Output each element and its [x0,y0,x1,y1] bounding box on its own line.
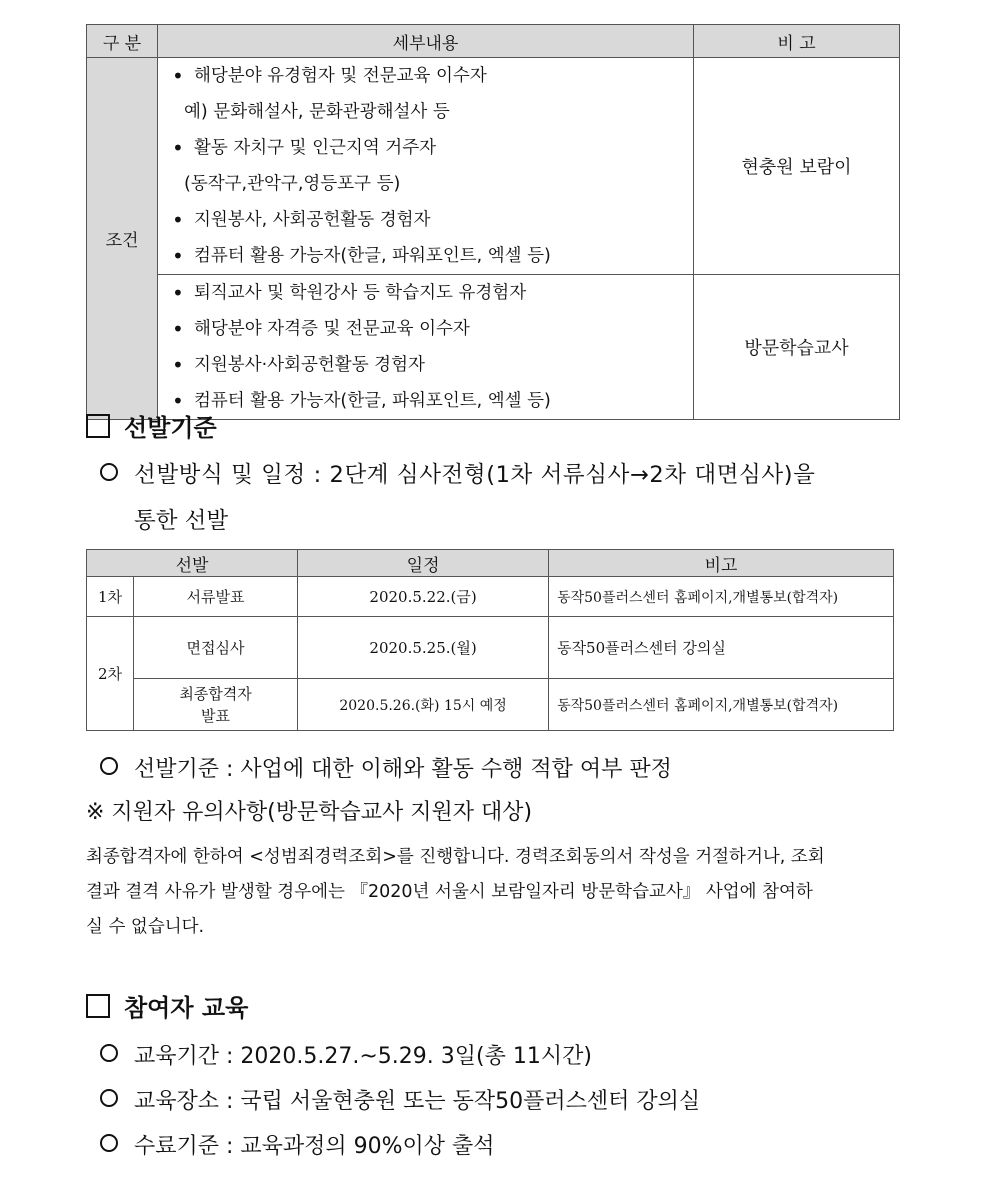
education-item: 교육기간 : 2020.5.27.~5.29. 3일(총 11시간) [100,1039,592,1070]
list-item: • 컴퓨터 활용 가능자(한글, 파워포인트, 엑셀 등) [168,383,693,419]
list-item: 예) 문화해설사, 문화관광해설사 등 [184,102,450,122]
list-item: • 지원봉사, 사회공헌활동 경험자 [168,202,693,238]
section-heading-education [86,988,248,1023]
step-cell: 면접심사 [134,617,298,679]
section-title: 참여자 교육 [124,994,249,1022]
list-item: • 지원봉사·사회공헌활동 경험자 [168,347,693,383]
step-cell: 최종합격자 발표 [134,679,298,731]
header-selection: 선발 [87,550,298,577]
checkbox-square-icon [86,414,110,438]
list-item: (동작구,관악구,영등포구 등) [184,174,401,194]
notice-line3: 실 수 없습니다. [86,917,205,937]
notice-line2: 결과 결격 사유가 발생할 경우에는 『2020년 서울시 보람일자리 방문학습교사』 사업에 참여하 [86,882,813,902]
header-category: 구 분 [87,25,158,58]
circle-bullet-icon [100,463,118,481]
notice-line1: 최종합격자에 한하여 <성범죄경력조회>를 진행합니다. 경력조회동의서 작성을 거절하거나, 조회 [86,847,825,867]
details-list-2 [158,275,693,419]
note-cell: 동작50플러스센터 홈페이지,개별통보(합격자) [549,679,894,731]
note-cell-2: 방문학습교사 [694,275,900,420]
circle-bullet-icon [100,1089,118,1107]
section-heading-selection [86,408,217,443]
list-item: • 컴퓨터 활용 가능자(한글, 파워포인트, 엑셀 등) [168,238,693,274]
education-item: 교육장소 : 국립 서울현충원 또는 동작50플러스센터 강의실 [100,1084,700,1115]
selection-method-line2: 통한 선발 [134,508,229,534]
selection-criteria: 선발기준 : 사업에 대한 이해와 활동 수행 적합 여부 판정 [100,752,672,783]
stage-cell: 1차 [87,577,134,617]
list-item: • 해당분야 유경험자 및 전문교육 이수자 [168,58,693,94]
list-item: • 퇴직교사 및 학원강사 등 학습지도 유경험자 [168,275,693,311]
details-cell-2 [158,275,694,420]
note-cell-1: 현충원 보람이 [694,58,900,275]
qualification-table [86,24,900,420]
details-list-1 [158,58,693,274]
stage-cell: 2차 [87,617,134,731]
note-cell: 동작50플러스센터 강의실 [549,617,894,679]
selection-method-line1: 선발방식 및 일정 : 2단계 심사전형(1차 서류심사→2차 대면심사)을 [100,457,815,489]
date-cell: 2020.5.26.(화) 15시 예정 [298,679,549,731]
header-details: 세부내용 [158,25,694,58]
category-cell: 조건 [87,58,158,420]
date-cell: 2020.5.22.(금) [298,577,549,617]
list-item: • 해당분야 자격증 및 전문교육 이수자 [168,311,693,347]
circle-bullet-icon [100,757,118,775]
circle-bullet-icon [100,1044,118,1062]
header-schedule: 일정 [298,550,549,577]
header-note: 비고 [549,550,894,577]
note-cell: 동작50플러스센터 홈페이지,개별통보(합격자) [549,577,894,617]
circle-bullet-icon [100,1134,118,1152]
list-item: • 활동 자치구 및 인근지역 거주자 [168,130,693,166]
section-title: 선발기준 [124,414,217,442]
header-note: 비 고 [694,25,900,58]
education-item: 수료기준 : 교육과정의 90%이상 출석 [100,1129,495,1160]
date-cell: 2020.5.25.(월) [298,617,549,679]
selection-schedule-table [86,549,894,731]
notice-title: ※ 지원자 유의사항(방문학습교사 지원자 대상) [86,800,533,825]
checkbox-square-icon [86,994,110,1018]
step-cell: 서류발표 [134,577,298,617]
details-cell-1 [158,58,694,275]
